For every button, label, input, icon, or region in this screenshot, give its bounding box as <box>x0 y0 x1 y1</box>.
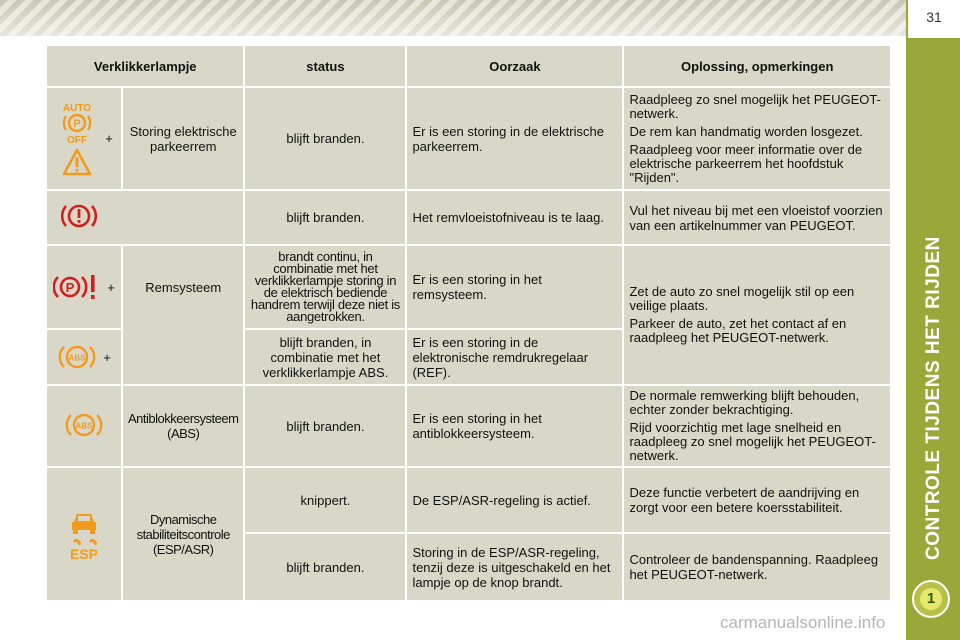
status-cell: brandt continu, in combinatie met het verklikkerlampje storing in de elektrisch bediende handrem terwijl deze niet is aangetrokken. <box>245 246 405 328</box>
plus-sign: + <box>103 349 111 365</box>
abs-icon <box>64 410 104 440</box>
status-cell: blijft branden. <box>245 191 405 244</box>
table-row <box>47 88 890 189</box>
solution-line: Raadpleeg zo snel mogelijk het PEUGEOT-netwerk. <box>629 91 881 121</box>
header-solution: Oplossing, opmerkingen <box>624 46 890 86</box>
header-cause: Oorzaak <box>407 46 622 86</box>
status-cell: knippert. <box>245 468 405 532</box>
solution-line: De rem kan handmatig worden losgezet. <box>629 123 863 139</box>
header-stripe <box>0 0 906 36</box>
header-status: status <box>245 46 405 86</box>
cause-cell: Het remvloeistofniveau is te laag. <box>407 191 622 244</box>
lamp-name: Storing elektrische parkeerrem <box>123 88 243 189</box>
lamp-name: Antiblokkeersysteem (ABS) <box>123 386 243 466</box>
solution-line: Raadpleeg voor meer informatie over de elektrische parkeerrem het hoofdstuk "Rijden". <box>629 141 863 185</box>
warning-lights-table <box>45 44 892 602</box>
cause-cell: Er is een storing in het antiblokkeersysteem. <box>407 386 622 466</box>
solution-cell: Deze functie verbetert de aandrijving en zorgt voor een betere koersstabiliteit. <box>624 468 890 532</box>
table-row <box>47 246 890 328</box>
status-cell: blijft branden. <box>245 534 405 600</box>
page-number-box <box>906 0 960 38</box>
solution-cell <box>624 386 890 466</box>
lamp-icons-cell <box>47 246 121 328</box>
solution-line: Rijd voorzichtig met lage snelheid en raadpleeg zo snel mogelijk het PEUGEOT-netwerk. <box>629 420 876 463</box>
lamp-icons-cell <box>47 191 243 244</box>
solution-line: De normale remwerking blijft behouden, echter zonder bekrachtiging. <box>629 388 860 417</box>
svg-text:ESP: ESP <box>69 545 99 560</box>
warning-triangle-icon <box>62 148 92 176</box>
svg-text:ABS: ABS <box>75 421 93 430</box>
lamp-icons-cell <box>47 330 121 384</box>
solution-cell: Vul het niveau bij met een vloeistof voorzien van een artikelnummer van PEUGEOT. <box>624 191 890 244</box>
lamp-name: Dynamische stabiliteitscontrole (ESP/ASR) <box>123 468 243 600</box>
brake-warning-icon <box>59 200 99 232</box>
svg-text:P: P <box>73 117 81 130</box>
svg-text:AUTO: AUTO <box>63 102 92 114</box>
svg-text:OFF: OFF <box>67 134 88 144</box>
solution-cell: Controleer de bandenspanning. Raadpleeg het PEUGEOT-netwerk. <box>624 534 890 600</box>
chapter-title <box>919 530 960 560</box>
table-header-row <box>47 46 890 86</box>
esp-skid-icon <box>64 506 104 560</box>
watermark: carmanualsonline.info <box>720 613 886 632</box>
lamp-name: Remsysteem <box>123 246 243 384</box>
cause-cell: Storing in de ESP/ASR-regeling, tenzij deze is uitgeschakeld en het lampje op de knop brandt. <box>407 534 622 600</box>
cause-cell: Er is een storing in het remsysteem. <box>407 246 622 328</box>
status-cell: blijft branden. <box>245 88 405 189</box>
header-lamp: Verklikkerlampje <box>47 46 243 86</box>
solution-cell <box>624 88 890 189</box>
status-cell: blijft branden, in combinatie met het verklikkerlampje ABS. <box>245 330 405 384</box>
chapter-badge <box>912 580 950 618</box>
table-row <box>47 191 890 244</box>
solution-line: Parkeer de auto, zet het contact af en raadpleeg het PEUGEOT-netwerk. <box>629 316 847 345</box>
solution-line: Zet de auto zo snel mogelijk stil op een veilige plaats. <box>629 284 855 313</box>
cause-cell: Er is een storing in de elektronische remdrukregelaar (REF). <box>407 330 622 384</box>
lamp-icons-cell <box>47 386 121 466</box>
table-row <box>47 386 890 466</box>
lamp-icons-cell <box>47 88 121 189</box>
cause-cell: De ESP/ASR-regeling is actief. <box>407 468 622 532</box>
svg-text:ABS: ABS <box>68 353 86 363</box>
plus-sign: + <box>105 131 113 146</box>
park-brake-exclamation-icon <box>53 272 101 302</box>
auto-park-brake-icon <box>55 102 99 144</box>
abs-icon <box>57 342 97 372</box>
cause-cell: Er is een storing in de elektrische parkeerrem. <box>407 88 622 189</box>
solution-cell <box>624 246 890 384</box>
chapter-badge-number: 1 <box>920 588 942 610</box>
page-number: 31 <box>926 9 942 25</box>
table-row <box>47 468 890 532</box>
lamp-icons-cell <box>47 468 121 600</box>
status-cell: blijft branden. <box>245 386 405 466</box>
plus-sign: + <box>107 279 115 295</box>
svg-text:P: P <box>65 280 75 295</box>
